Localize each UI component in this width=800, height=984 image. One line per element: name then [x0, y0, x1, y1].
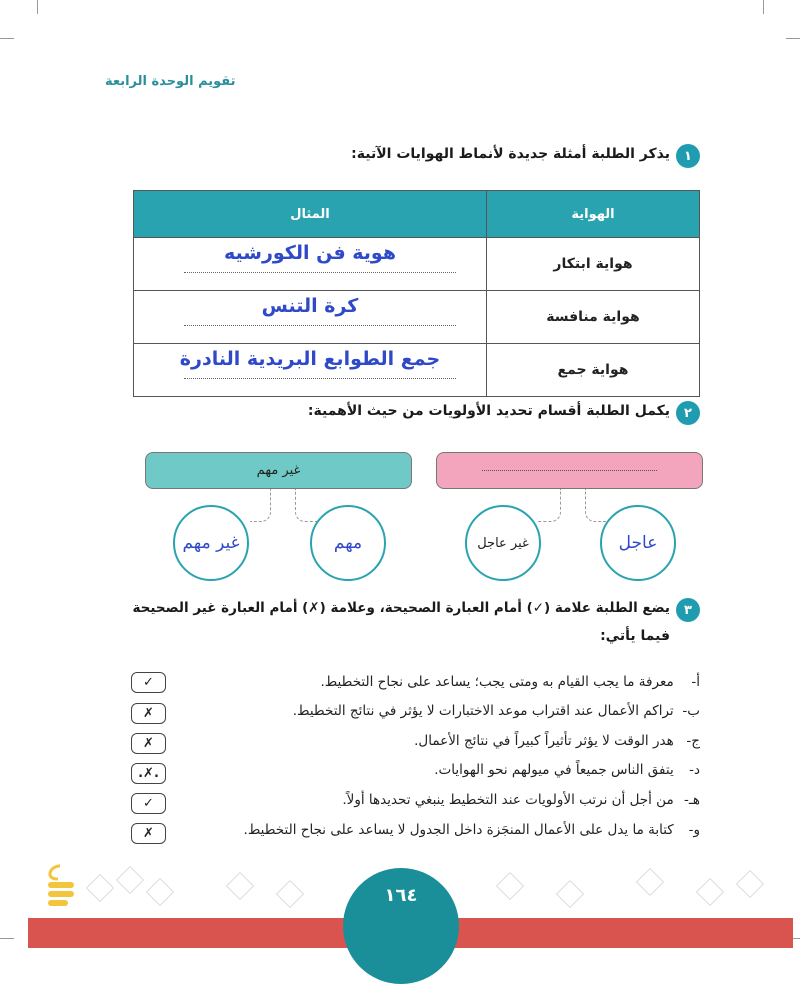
- decorative-diamond: [496, 872, 524, 900]
- crop-mark: [0, 38, 14, 39]
- publisher-logo-icon: [40, 862, 82, 908]
- example-cell[interactable]: [134, 291, 487, 344]
- not-important-bar: [145, 452, 412, 489]
- unit-title: تقويم الوحدة الرابعة: [105, 74, 236, 89]
- question-3-text-line2: فيما يأتي:: [600, 628, 670, 644]
- decorative-diamond: [556, 880, 584, 908]
- statement-letter: هـ-: [684, 792, 700, 808]
- statement-letter: أ-: [691, 674, 700, 690]
- circle-not-urgent: [465, 505, 541, 581]
- statement-text: يتفق الناس جميعاً في ميولهم نحو الهوايات.: [434, 762, 674, 778]
- connector-line: [585, 489, 606, 522]
- answer-mark-box[interactable]: ✓: [131, 672, 166, 693]
- circle-important[interactable]: [310, 505, 386, 581]
- table-row: [134, 344, 700, 397]
- decorative-diamond: [276, 880, 304, 908]
- hobbies-table: [133, 190, 700, 397]
- dotted-line: [184, 325, 456, 326]
- crop-mark: [0, 938, 14, 939]
- page-number: ١٦٤: [384, 885, 418, 906]
- handwritten-answer: جمع الطوابع البريدية النادرة: [179, 348, 441, 370]
- answer-mark-box[interactable]: ✓: [131, 793, 166, 814]
- not-important-bar-label: غير مهم: [256, 463, 301, 478]
- question-1-number: ١: [676, 144, 700, 168]
- answer-mark-box[interactable]: ✗: [131, 703, 166, 724]
- answer-mark-box[interactable]: ✗: [131, 823, 166, 844]
- hobby-cell: هواية ابتكار: [487, 238, 700, 291]
- table-row: [134, 238, 700, 291]
- table-header-row: [134, 191, 700, 238]
- connector-line: [295, 489, 318, 522]
- decorative-diamond: [146, 878, 174, 906]
- table-row: [134, 291, 700, 344]
- statement-f: [244, 822, 700, 838]
- dotted-line: [184, 378, 456, 379]
- dotted-line: [482, 470, 657, 471]
- question-3-number: ٣: [676, 598, 700, 622]
- handwritten-answer: هوية فن الكورشيه: [223, 242, 397, 264]
- decorative-diamond: [696, 878, 724, 906]
- crop-mark: [37, 0, 38, 14]
- connector-line: [538, 489, 561, 522]
- statement-d: [434, 762, 700, 778]
- statement-letter: ج-: [686, 733, 700, 749]
- question-2-number: ٢: [676, 401, 700, 425]
- hobby-cell: هواية منافسة: [487, 291, 700, 344]
- dotted-line: [184, 272, 456, 273]
- example-cell[interactable]: [134, 238, 487, 291]
- decorative-diamond: [636, 868, 664, 896]
- answer-mark-box[interactable]: .✗.: [131, 763, 166, 784]
- statement-c: [414, 733, 700, 749]
- column-header-hobby: الهواية: [487, 191, 700, 238]
- decorative-diamond: [116, 866, 144, 894]
- circle-not-important-not-urgent[interactable]: [173, 505, 249, 581]
- statement-b: [293, 703, 700, 719]
- handwritten-answer: مهم: [333, 533, 363, 553]
- statement-text: تراكم الأعمال عند اقتراب موعد الاختبارات لا يؤثر في نتائج التخطيط.: [292, 703, 674, 719]
- statement-text: معرفة ما يجب القيام به ومتى يجب؛ يساعد على نجاح التخطيط.: [320, 674, 674, 690]
- important-bar[interactable]: [436, 452, 703, 489]
- column-header-example: المثال: [134, 191, 487, 238]
- hobby-cell: هواية جمع: [487, 344, 700, 397]
- decorative-diamond: [86, 874, 114, 902]
- connector-line: [250, 489, 271, 522]
- answer-mark-box[interactable]: ✗: [131, 733, 166, 754]
- decorative-diamond: [736, 870, 764, 898]
- handwritten-answer: غير مهم: [182, 533, 240, 553]
- decorative-diamond: [226, 872, 254, 900]
- statement-letter: د-: [689, 762, 700, 778]
- statement-text: كتابة ما يدل على الأعمال المنجَزة داخل الجدول لا يساعد على نجاح التخطيط.: [243, 822, 674, 838]
- circle-label: غير عاجل: [477, 535, 529, 551]
- statement-text: من أجل أن نرتب الأولويات عند التخطيط ينبغي تحديدها أولاً.: [342, 792, 674, 808]
- crop-mark: [763, 0, 764, 14]
- example-cell[interactable]: [134, 344, 487, 397]
- question-1-text: يذكر الطلبة أمثلة جديدة لأنماط الهوايات الآتية:: [351, 146, 670, 162]
- statement-letter: و-: [688, 822, 700, 838]
- statement-text: هدر الوقت لا يؤثر تأثيراً كبيراً في نتائج الأعمال.: [414, 733, 674, 749]
- question-2-text: يكمل الطلبة أقسام تحديد الأولويات من حيث الأهمية:: [307, 403, 670, 419]
- crop-mark: [786, 38, 800, 39]
- statement-a: [320, 674, 700, 690]
- handwritten-answer: كرة التنس: [261, 295, 359, 317]
- question-3-text: يضع الطلبة علامة (✓) أمام العبارة الصحيحة، وعلامة (✗) أمام العبارة غير الصحيحة: [132, 600, 670, 616]
- statement-e: [342, 792, 700, 808]
- circle-urgent[interactable]: [600, 505, 676, 581]
- statement-letter: ب-: [682, 703, 700, 719]
- handwritten-answer: عاجل: [618, 533, 658, 553]
